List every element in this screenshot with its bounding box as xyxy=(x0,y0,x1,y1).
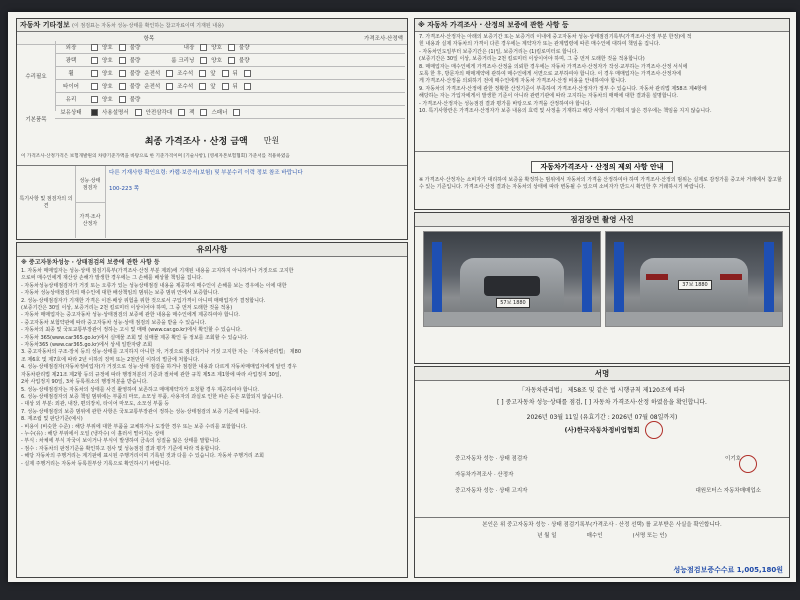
special-notes-area xyxy=(17,165,407,238)
technician-note: 다른 기재사항 확인요령: 카랩·보증서(보험) 및 부분수리 이력 정보 참조 바랍니다 xyxy=(109,170,303,176)
fee-text: 성능점검보증수수료 1,005,180원 xyxy=(673,566,783,574)
list-item: 유리 양호 불량 xyxy=(55,93,405,106)
floor xyxy=(424,312,600,326)
note-line: 해당하는 자는 가입자에게서 발생한 기준이 아니라 관련기관에 따라 고지하는 자동차의 매매에 대한 결과를 설명합니다. xyxy=(419,93,678,100)
passenger-checkbox[interactable] xyxy=(199,83,206,90)
front-checkbox[interactable] xyxy=(222,83,229,90)
note-line: 도록 한 후, 방문자의 매매계약에 관하여 매수인에게 서면으로 교부하여야 합니다. 이 경우 매매업자는 가격조사·산정자에 xyxy=(419,71,682,78)
good-checkbox[interactable] xyxy=(91,70,98,77)
notice-line: 5. 성능·상태점검자는 자동차의 상태를 사진 촬영하여 보존하고 매매계약자가 요청할 경우 제공하여야 합니다. xyxy=(21,386,259,393)
notice-line: - 자동차 365(www.car365.go.kr)에서 실매물 조회 및 실매물 제공 확인 등 정보를 조회할 수 있습니다. xyxy=(21,334,249,341)
note-line: 7. 가격조사·산정자는 아래의 보증기간 또는 보증거리 이내에 중고자동차 성능·상태점검기록부(가격조사·산정 부분 한정)에 적 xyxy=(419,34,692,40)
price-guarantee-section xyxy=(414,18,790,210)
note-line: 힌 내용과 실제 자동차의 가격이 다른 경우에는 계약자가 또는 관계법령에 따른 매수인에 대하여 책임을 집니다. xyxy=(419,41,661,48)
final-price-row xyxy=(17,129,407,151)
notice-title: 유의사항 xyxy=(17,243,407,257)
special-notes-label: 특기사항 및 점검자의 의견 xyxy=(17,166,76,238)
has-checkbox[interactable] xyxy=(91,109,98,116)
notice-line: - 누수(유) : 해당 부위에서 오일 (냉각수) 이 흘러서 떨어지는 상태 xyxy=(21,430,165,437)
left-column xyxy=(16,18,408,576)
tail-light xyxy=(720,274,742,280)
car-grille xyxy=(484,276,540,296)
exclusion-area xyxy=(415,151,789,193)
appraiser-label: 가격·조사 산정자 xyxy=(75,202,106,238)
bad-checkbox[interactable] xyxy=(119,96,126,103)
good-checkbox[interactable] xyxy=(91,44,98,51)
license-plate: 57보 1880 xyxy=(496,298,530,308)
technician-seal-icon xyxy=(739,455,757,473)
notice-line: 조 제6호 및 제7호에 따라 2년 이하의 징역 또는 2천만원 이하의 벌금에 처합니다. xyxy=(21,356,200,363)
signer-row xyxy=(455,451,775,467)
org-seal-icon xyxy=(645,421,663,439)
list-item: 광택 양호 불량 룸 크리닝 양호 불량 xyxy=(55,54,405,67)
signature-section xyxy=(414,366,790,578)
repair-needed-label: 수리필요 xyxy=(17,41,56,111)
ack-sign: (서명 또는 인) xyxy=(632,533,667,539)
acknowledgement-area xyxy=(415,517,789,540)
notice-line: (보증기간은 30일 이상, 보증거리는 2천 킬로미터 이상이어야 하며, 그 중 먼저 도래한 것을 적용) xyxy=(21,305,233,312)
ack-row xyxy=(415,533,789,540)
notice-line: - 자동차 매매업자는 중고자동차 성능·상태점검의 보증에 관한 내용을 매수인에게 제공하여야 합니다. xyxy=(21,312,240,319)
section-title: 자동차 기타정보 xyxy=(20,21,70,29)
ack-text: 본인은 위 중고자동차 성능 · 상태 점검기록부(가격조사 · 산정 선택) 를 교부받은 사실을 확인합니다. xyxy=(482,522,722,528)
vehicle-other-info-section xyxy=(16,18,408,240)
price-guarantee-notes xyxy=(415,32,789,117)
technician-label: 성능·상태 점검자 xyxy=(75,166,106,203)
notice-line: 자동차관리법 제21조 제2항 등의 규정에 따라 행정처분의 기준과 절차에 관한 규칙 제5조 제1항에 따라 사업정지 30일, xyxy=(21,371,282,378)
spanner-checkbox[interactable] xyxy=(233,109,240,116)
exclusion-title-wrap xyxy=(415,152,789,175)
basic-items-row: 보유상태 사용설명서 안전삼각대 잭 스패너 xyxy=(55,106,405,119)
signature-org: (사)한국자동차정비업협회 xyxy=(564,426,640,434)
bad-checkbox[interactable] xyxy=(119,57,126,64)
section-note: (이 점검표는 자동차 성능·상태를 확인하는 참고자료이며 기재된 내용) xyxy=(72,23,224,29)
notice-line: 2차 사업정지 90일, 3차 등록취소의 행정처분을 받습니다. xyxy=(21,379,148,386)
photo-section xyxy=(414,212,790,364)
right-column xyxy=(414,18,790,576)
notice-line: - 실제 주행거리는 자동차 등록원부상 기록으로 확인하시기 바랍니다. xyxy=(21,460,171,467)
note-line: - 가격조사·산정자는 성능점검 결과 평가를 바탕으로 가격을 산정하여야 합니다. xyxy=(419,100,592,107)
rear-checkbox[interactable] xyxy=(244,70,251,77)
notice-line: - 비용이 (비슷한 수준) : 해당 부위에 대한 부품을 교체하거나 도장한 경우 또는 보증 수리를 포함합니다. xyxy=(21,423,248,430)
exclusion-text: ※ 가격조사·산정자는 소비자가 대리하여 보증을 확정하는 범위에서 자동차의 가격을 산정하여야 하며 가격조사·산정의 범위는 실제로 감정가를 중고차 거래에서 참고할 수 있는 기준입니다. 가격조사·산정 결과는 자동차의 상태에 따라 변동될 수 있으며 소비자가 반드시 확인한 후 거래하시기 바랍니다. xyxy=(419,177,782,190)
repair-items xyxy=(55,41,405,119)
jack-checkbox[interactable] xyxy=(200,109,207,116)
tail-light xyxy=(646,274,668,280)
section-header xyxy=(17,19,407,32)
price-guarantee-title: ※ 자동차 가격조사 · 산정의 보증에 관한 사항 등 xyxy=(415,19,789,32)
triangle-checkbox[interactable] xyxy=(178,109,185,116)
signer-role: 중고자동차 성능 · 상태 점검자 xyxy=(455,455,528,462)
floor xyxy=(606,312,782,326)
front-checkbox[interactable] xyxy=(222,70,229,77)
signature-line1: 「자동차관리법」 제58조 및 같은 법 시행규칙 제120조에 따라 xyxy=(518,387,686,394)
signer-row xyxy=(455,483,775,499)
signer-list xyxy=(455,451,775,499)
list-item: 타이어 양호 불량 운전석 조수석 앞 뒤 xyxy=(55,80,405,93)
signer-role: 중고자동차 성능 · 상태 고지자 xyxy=(455,487,528,494)
note-line: 8. 매매업자는 매수인에게 가격조사·산정을 의뢰한 경우에는 자동차 가격조사·산정자가 작성·교부하는 가격조사·산정 서식에 xyxy=(419,63,688,70)
notice-line: - 부식 : 차체에 부식 자국이 보이거나 부식이 발생하여 금속의 성질을 잃은 상태를 말합니다. xyxy=(21,438,221,445)
final-price-unit: 만원 xyxy=(263,135,280,145)
ack-date: 년 월 일 xyxy=(537,533,557,539)
signer-row xyxy=(455,467,775,483)
manual-checkbox[interactable] xyxy=(135,109,142,116)
notice-line: 7. 성능·상태점검의 보증 범위에 관한 사항은 국토교통부장관이 정하는 성능·상태점검의 보증 기준에 따릅니다. xyxy=(21,408,261,415)
good-checkbox[interactable] xyxy=(91,96,98,103)
list-item: 휠 양호 불량 운전석 조수석 앞 뒤 xyxy=(55,67,405,80)
bad-checkbox[interactable] xyxy=(119,70,126,77)
rear-checkbox[interactable] xyxy=(244,83,251,90)
good-checkbox[interactable] xyxy=(200,57,207,64)
good-checkbox[interactable] xyxy=(91,83,98,90)
notice-line: - 자동차365 (www.car365.go.kr)에서 상세 일반자량 조회 xyxy=(21,342,153,349)
bad-checkbox[interactable] xyxy=(228,57,235,64)
signer-name: 이기호 xyxy=(725,455,741,462)
note-line: 게 가격조사·산정을 의뢰하기 전에 매수인에게 자동차 가격조사·산정 비용을 안내하여야 합니다. xyxy=(419,78,627,85)
price-note: 이 가격조사·산정가격은 보험개발원의 차량기준가액을 바탕으로 한 기준가격이며 [기술사항], [영세자본보험협회] 가준서를 적용하였음 xyxy=(21,154,290,159)
col-item: 항목 xyxy=(143,36,155,42)
note-line: (보증기간은 30일 이상, 보증거리는 2천 킬로미터 이상이어야 하며, 그 중 먼저 도래한 것을 적용합니다) xyxy=(419,56,645,63)
notice-line: 4. 성능·상태점검자(자동차정비업자)가 거짓으로 성능·상태 점검을 하거나 점검한 내용과 다르게 자동차매매업자에게 알린 경우 xyxy=(21,364,297,371)
rear-photo xyxy=(605,231,783,327)
signature-title: 서명 xyxy=(415,367,789,381)
signature-date: 2026년 03월 11일 (유효기간 : 2026년 07월 08일까지) xyxy=(526,414,678,421)
note-line: 10. 특기사항란은 가격조사·산정자가 보증 내용의 효력 및 사정을 기재하고 해당 사항이 기재되지 않은 경우에는 책임을 지지 않습니다. xyxy=(419,108,712,115)
ack-buyer: 매수인 xyxy=(586,533,603,539)
final-price-label: 최종 가격조사 · 산정 금액 xyxy=(144,136,248,147)
notice-list xyxy=(17,268,407,468)
notice-line: 8. 재조립 및 판단기준(예시) xyxy=(21,416,83,423)
col-price: 가격조사·산정액 xyxy=(364,36,403,42)
bad-checkbox[interactable] xyxy=(228,44,235,51)
photo-title: 점검장면 촬영 사진 xyxy=(415,213,789,227)
notice-line: 으로써 매수인에게 재산상 손해가 발생한 경우에는 그 손해를 배상할 책임을 집니다. xyxy=(21,275,203,282)
notice-line: - 점수 : 자동차의 판정기준을 확인하고 검사 및 성능점검 결과 평가 기준에 따라 적용합니다. xyxy=(21,445,221,452)
front-photo xyxy=(423,231,601,327)
bad-checkbox[interactable] xyxy=(119,83,126,90)
list-item: 외장 양호 불량 내장 양호 불량 xyxy=(55,41,405,54)
note-line: 9. 자동차의 가격조사·산정에 관한 정확한 산정기준이 부족하여 가격조사·산정자가 정부 수 있습니다. 자동차 관리법 제58조 제4항에 xyxy=(419,85,707,92)
notice-line: 1. 자동차 매매업자는 성능·상태 점검기록부(가격조사·산정 부분 제외)에 기재된 내용을 고지하지 아니하거나 거짓으로 고지한 xyxy=(21,268,294,274)
inspection-record-paper xyxy=(8,12,796,582)
notice-line: 2. 성능·상태점검자가 기재한 가격은 이전·배상 위험을 위한 것으로서 구입가격이 아니며 매매업자가 결정합니다. xyxy=(21,297,266,304)
notice-line: - 자동차성능상태점검자가 거짓 또는 오류가 있는 성능상태점검 내용을 제공하여 매수인이 손해를 보는 경우에는 이에 대한 xyxy=(21,282,287,289)
notice-line: - 해당 자동차의 주행거리는 계기판에 표시된 주행거리이며 기록된 것과 다를 수 있습니다. 자동차 주행거리 조회 xyxy=(21,453,264,460)
technician-page: 100-223 쪽 xyxy=(109,186,140,192)
notice-section xyxy=(16,242,408,578)
driver-checkbox[interactable] xyxy=(166,70,173,77)
license-plate: 37보 1880 xyxy=(678,280,712,290)
good-checkbox[interactable] xyxy=(91,57,98,64)
bad-checkbox[interactable] xyxy=(119,44,126,51)
notice-line: - 중고자동차 보험약관에 따라 중고자동차 성능·상태 점검의 보증을 받을 수 있습니다. xyxy=(21,319,207,326)
notice-line: - 대상 외 부분: 외관, 내장, 편의장치, 타이어 마모도, 소모성 부품 등 xyxy=(21,401,170,408)
notice-line: - 자동차의 최종 및 국토교통부장관이 정하는 고시 및 매매 (www.car.go.kr)에서 확인할 수 있습니다. xyxy=(21,327,242,334)
notice-line: - 자동차 성능상태점검자의 매수인에 대한 배상책임의 범위는 보증 범위 안에서 보증합니다. xyxy=(21,290,220,297)
signature-line2: [ ] 중고자동차 성능·상태를 점검, [ ] 자동차 가격조사·산정 하였음을 확인합니다. xyxy=(497,399,707,406)
signer-name: 대원모터스 자동차매매업소 xyxy=(695,487,761,494)
passenger-checkbox[interactable] xyxy=(199,70,206,77)
driver-checkbox[interactable] xyxy=(166,83,173,90)
notice-line: 6. 성능·상태점검자의 보증 책임 범위에는 부품의 마모, 소모성 부품, 사용자의 과실로 인한 파손 등은 포함되지 않습니다. xyxy=(21,393,283,400)
notice-subtitle: ※ 중고자동차성능 · 상태점검의 보증에 관한 사항 등 xyxy=(21,259,160,266)
good-checkbox[interactable] xyxy=(200,44,207,51)
exclusion-title: 자동차가격조사 · 산정의 제외 사항 안내 xyxy=(531,161,672,173)
note-line: - 자동차인도일부터 보증기간은 (1)일, 보증거리는 (1)킬로미터로 합니다. xyxy=(419,48,579,55)
basic-items-label: 기본품목 xyxy=(25,117,47,123)
signer-role: 자동차가격조사 · 산정자 xyxy=(455,471,514,478)
notice-line: 3. 중고자동차의 구조·장치 등의 성능·상태를 고지하지 아니한 자, 거짓으로 점검하거나 거짓 고지한 자는 「자동차관리법」 제80 xyxy=(21,349,301,356)
